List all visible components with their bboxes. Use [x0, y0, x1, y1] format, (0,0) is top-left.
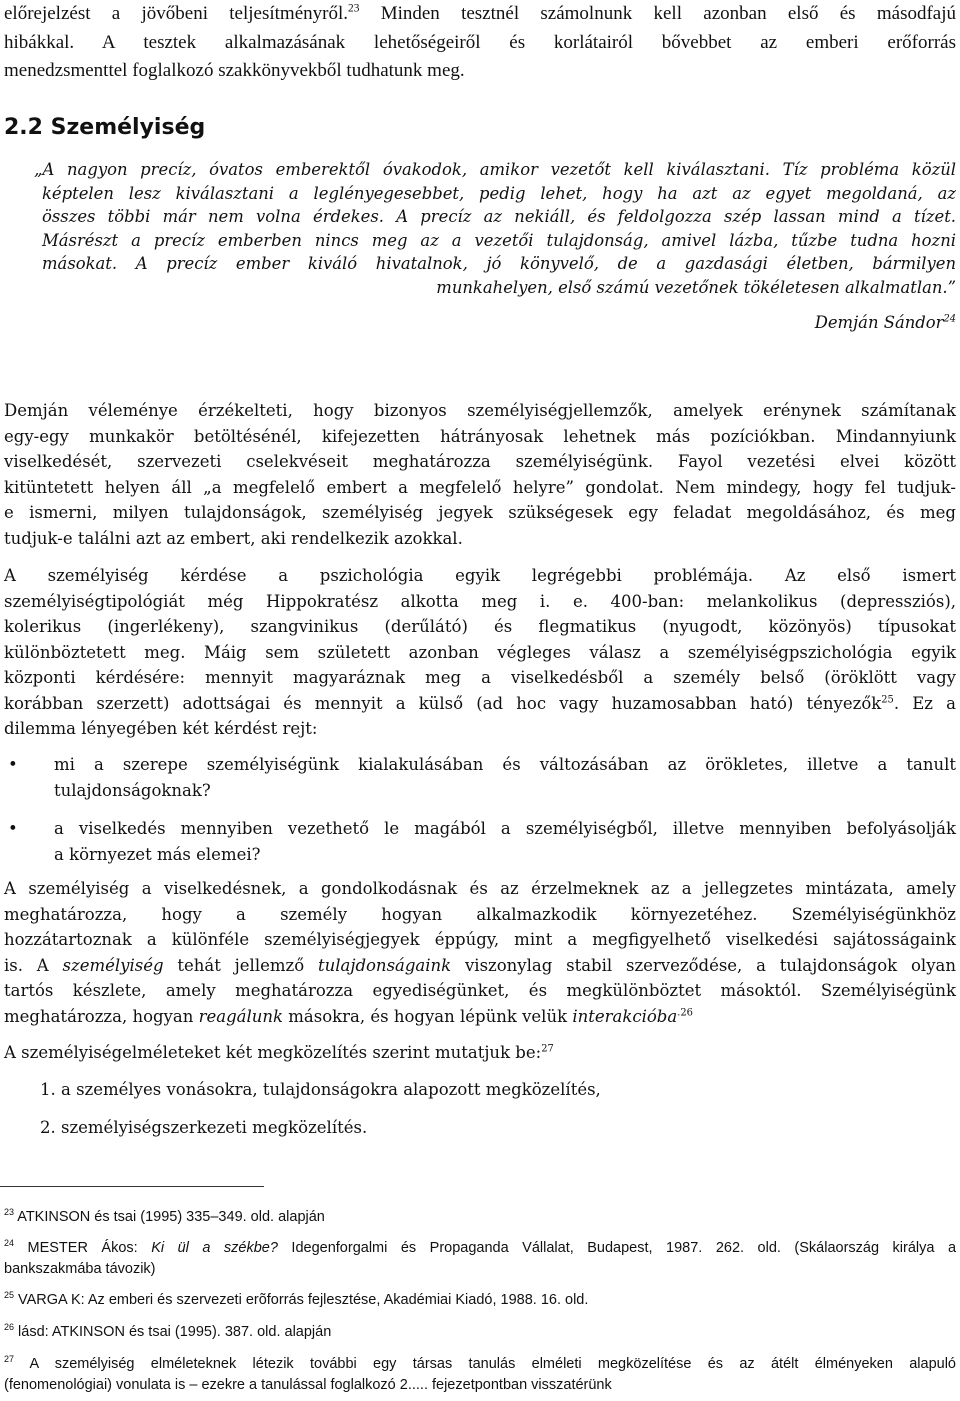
- quote-author: Demján Sándor$^{24}$: [814, 313, 956, 332]
- bullet-icon: •: [8, 755, 18, 774]
- text-line: kolerikus (ingerlékeny), szangvinikus (derűlátó) és flegmatikus (nyugodt, közönyös) típusokat: [4, 617, 956, 636]
- quote-line: „A nagyon precíz, óvatos emberektől óvakodok, amikor vezetőt kell kiválasztani. Tíz probléma közül: [34, 160, 956, 179]
- text-line: tudjuk-e találni azt az embert, aki rendelkezik azokkal.: [4, 528, 463, 548]
- text-line: tulajdonságoknak?: [54, 780, 211, 800]
- quote-line: munkahelyen, első számú vezetőnek tökéletesen alkalmatlan.”: [436, 277, 956, 297]
- footnote-25: $^{25}$ VARGA K: Az emberi és szervezeti erõforrás fejlesztése, Akadémiai Kiadó, 1988. 16. old.: [4, 1290, 589, 1308]
- text-line: tartós készlete, amely meghatározza egyediségünket, és megkülönböztet másoktól. Személyiségünk: [4, 981, 956, 1000]
- intro-paragraph: [4, 0, 956, 86]
- footnote-separator: [0, 1186, 264, 1187]
- text-line: meghatározza, hogy a személy hogyan alkalmazkodik környezetéhez. Személyiségünkhöz: [4, 904, 956, 924]
- paragraph: [4, 563, 956, 742]
- text-line: viselkedését, szervezeti cselekvéseit meghatározza személyiségünk. Fayol vezetési elvei között: [4, 452, 956, 471]
- text-line: különböztetett meg. Máig sem született azonban végleges válasz a személyiségpszichológia egyik: [4, 642, 956, 662]
- text-line: a környezet más elemei?: [54, 844, 261, 864]
- text-line: hozzátartoznak a különféle személyiségjegyek éppúgy, mint a megfigyelhető viselkedési sajátosságaink: [4, 930, 956, 949]
- text-line: $^{27}$ A személyiség elméleteknek létezik további egy társas tanulás elméleti megközelítése és az átélt élményeken alapuló: [4, 1354, 956, 1372]
- footnote-ref[interactable]: .26: [677, 1007, 693, 1018]
- text-line: A személyiség kérdése a pszichológia egyik legrégebbi problémája. Az első ismert: [4, 566, 956, 585]
- quote-line: Másrészt a precíz emberben nincs meg az a vezetői tulajdonság, amivel lázba, tűzbe tudna hozni: [42, 230, 956, 250]
- list-item: 1. a személyes vonásokra, tulajdonságokra alapozott megközelítés,: [40, 1080, 601, 1099]
- bullet-list: [4, 752, 956, 867]
- footnote-24: [4, 1238, 956, 1280]
- text-line: (fenomenológiai) vonulata is – ezekre a tanulással foglalkozó 2..... fejezetpontban visszatérünk: [4, 1377, 612, 1393]
- list-item: 2. személyiségszerkezeti megközelítés.: [40, 1117, 368, 1137]
- footnote-27: [4, 1354, 956, 1396]
- quote-line: másokat. A precíz ember kiváló hivatalnok, jó könyvelő, de a gazdasági életben, bármilyen: [42, 254, 956, 273]
- list-item: [4, 752, 956, 803]
- footnote-ref[interactable]: 25: [881, 694, 894, 705]
- text-line: meghatározza, hogyan reagálunk másokra, és hogyan lépünk velük interakcióba$^{.26}$: [4, 1006, 693, 1026]
- quote-line: összes többi már nem volna érdekes. A precíz az nekiáll, és feldolgozza szép lassan mind a tízet.: [42, 207, 956, 226]
- footnote-ref[interactable]: 27: [541, 1043, 554, 1055]
- text-line: menedzsmenttel foglalkozó szakkönyvekből tudhatunk meg.: [4, 60, 465, 81]
- text-line: bankszakmába távozik): [4, 1261, 156, 1277]
- text-line: is. A személyiség tehát jellemző tulajdonságaink viszonylag stabil szerveződése, a tulajdonságok olyan: [4, 955, 956, 975]
- text-line: A személyiségelméleteket két megközelítés szerint mutatjuk be:$^{27}$: [4, 1043, 554, 1062]
- text-line: $^{24}$ MESTER Ákos: Ki ül a székbe? Idegenforgalmi és Propaganda Vállalat, Budapest, 1987. 262. old. (Skálaország királya a: [4, 1238, 957, 1256]
- text-line: hibákkal. A tesztek alkalmazásának lehetőségeiről és korlátairól bővebbet az emberi erőforrás: [4, 31, 956, 53]
- text-line: a viselkedés mennyiben vezethető le magából a személyiségből, illetve mennyiben befolyásolják: [54, 819, 956, 838]
- list-item: [4, 816, 956, 867]
- text-line: dilemma lényegében két kérdést rejt:: [4, 719, 318, 738]
- quote-line: képtelen lesz kiválasztani a leglényegesebbet, pedig lehet, hogy ha azt az egyet megoldaná, az: [42, 183, 956, 203]
- footnote-ref[interactable]: 24: [943, 313, 956, 325]
- text-line: előrejelzést a jövőbeni teljesítményről.$^{23}$ Minden tesztnél számolnunk kell azonban első és másodfajú: [4, 2, 957, 24]
- text-line: személyiségtipológiát még Hippokratész alkotta meg i. e. 400-ban: melankolikus (depressziós),: [4, 591, 956, 611]
- footnote-ref[interactable]: 23: [348, 2, 360, 15]
- paragraph: [4, 1040, 956, 1066]
- text-line: egy-egy munkakör betöltésénél, kifejezetten hátrányosak lehetnek más pozíciókban. Mindannyiunk: [4, 426, 956, 446]
- footnote-26: $^{26}$ lásd: ATKINSON és tsai (1995). 387. old. alapján: [4, 1322, 332, 1340]
- section-heading: 2.2 Személyiség: [4, 115, 206, 140]
- numbered-list: [4, 1077, 956, 1140]
- footnote-23: $^{23}$ ATKINSON és tsai (1995) 335–349. old. alapján: [4, 1207, 325, 1225]
- epigraph-quote: [4, 158, 956, 335]
- paragraph: [4, 398, 956, 551]
- text-line: mi a szerepe személyiségünk kialakulásában és változásában az örökletes, illetve a tanult: [54, 755, 956, 774]
- paragraph: [4, 876, 956, 1029]
- text-line: központi kérdésére: mennyit magyaráznak meg a viselkedésből a személy belső (öröklött vagy: [4, 668, 956, 687]
- text-line: A személyiség a viselkedésnek, a gondolkodásnak és az érzelmeknek az a jellegzetes mintázata, amely: [4, 879, 956, 898]
- bullet-icon: •: [8, 819, 18, 838]
- text-line: Demján véleménye érzékelteti, hogy bizonyos személyiségjellemzők, amelyek erénynek számítanak: [4, 401, 956, 420]
- footnotes: [4, 1207, 956, 1396]
- text-line: kitüntetett helyen áll „a megfelelő embert a megfelelő helyre” gondolat. Nem mindegy, hogy fel tudjuk-: [4, 477, 956, 497]
- text-line: korábban szerzett) adottságai és mennyit a külső (ad hoc vagy huzamosabban ható) tényezők$^{25}$. Ez a: [4, 693, 956, 713]
- text-line: e ismerni, milyen tulajdonságok, személyiség jegyek szükségesek egy feladat megoldásához, és meg: [4, 503, 956, 522]
